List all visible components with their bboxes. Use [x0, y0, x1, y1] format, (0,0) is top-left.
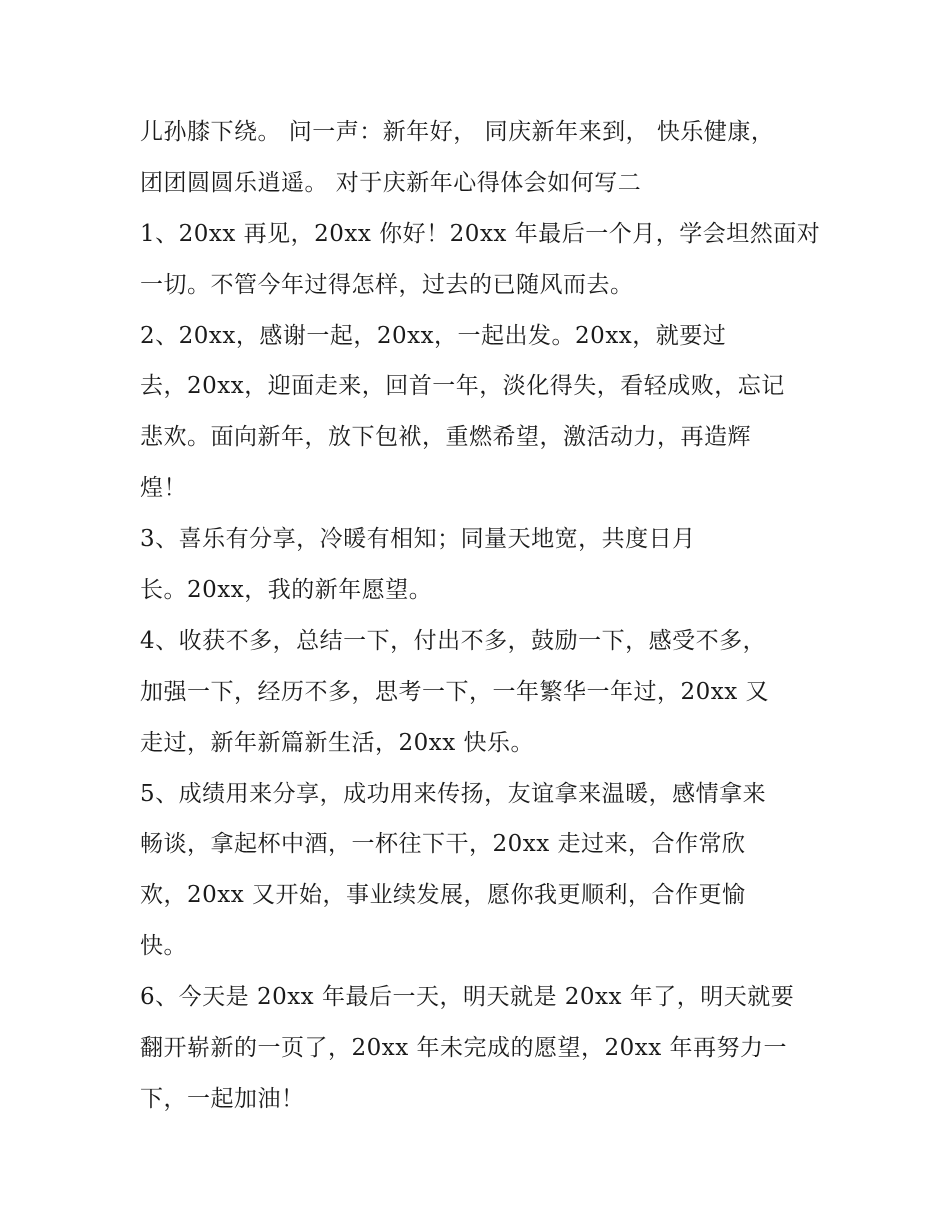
text-line: 6、今天是 20xx 年最后一天，明天就是 20xx 年了，明天就要	[140, 984, 795, 1011]
text-line: 5、成绩用来分享，成功用来传扬，友谊拿来温暖，感情拿来	[140, 780, 767, 807]
text-line: 2、20xx，感谢一起，20xx，一起出发。20xx，就要过	[140, 322, 727, 349]
text-line: 长。20xx，我的新年愿望。	[140, 577, 433, 604]
text-line: 1、20xx 再见，20xx 你好！20xx 年最后一个月，学会坦然面对	[140, 220, 821, 247]
text-line: 走过，新年新篇新生活，20xx 快乐。	[140, 729, 535, 756]
text-line: 下，一起加油！	[140, 1085, 305, 1112]
text-line: 欢，20xx 又开始，事业续发展，愿你我更顺利，合作更愉	[140, 882, 746, 909]
text-line: 4、收获不多，总结一下，付出不多，鼓励一下，感受不多，	[140, 627, 767, 654]
document-body	[140, 107, 840, 1125]
text-line: 快。	[140, 933, 187, 960]
text-line: 儿孙膝下绕。 问一声：新年好， 同庆新年来到， 快乐健康，	[140, 119, 775, 145]
text-line: 3、喜乐有分享，冷暖有相知；同量天地宽，共度日月	[140, 526, 696, 553]
text-line: 团团圆圆乐逍遥。 对于庆新年心得体会如何写二	[140, 169, 642, 196]
text-line: 翻开崭新的一页了，20xx 年未完成的愿望，20xx 年再努力一	[140, 1035, 788, 1062]
text-line: 一切。不管今年过得怎样，过去的已随风而去。	[140, 271, 634, 298]
text-line: 煌！	[140, 475, 187, 502]
text-line: 悲欢。面向新年，放下包袱，重燃希望，激活动力，再造辉	[140, 424, 751, 451]
text-line: 加强一下，经历不多，思考一下，一年繁华一年过，20xx 又	[140, 678, 770, 705]
text-line: 畅谈，拿起杯中酒，一杯往下干，20xx 走过来，合作常欣	[140, 831, 746, 858]
text-line: 去，20xx，迎面走来，回首一年，淡化得失，看轻成败，忘记	[140, 373, 785, 400]
